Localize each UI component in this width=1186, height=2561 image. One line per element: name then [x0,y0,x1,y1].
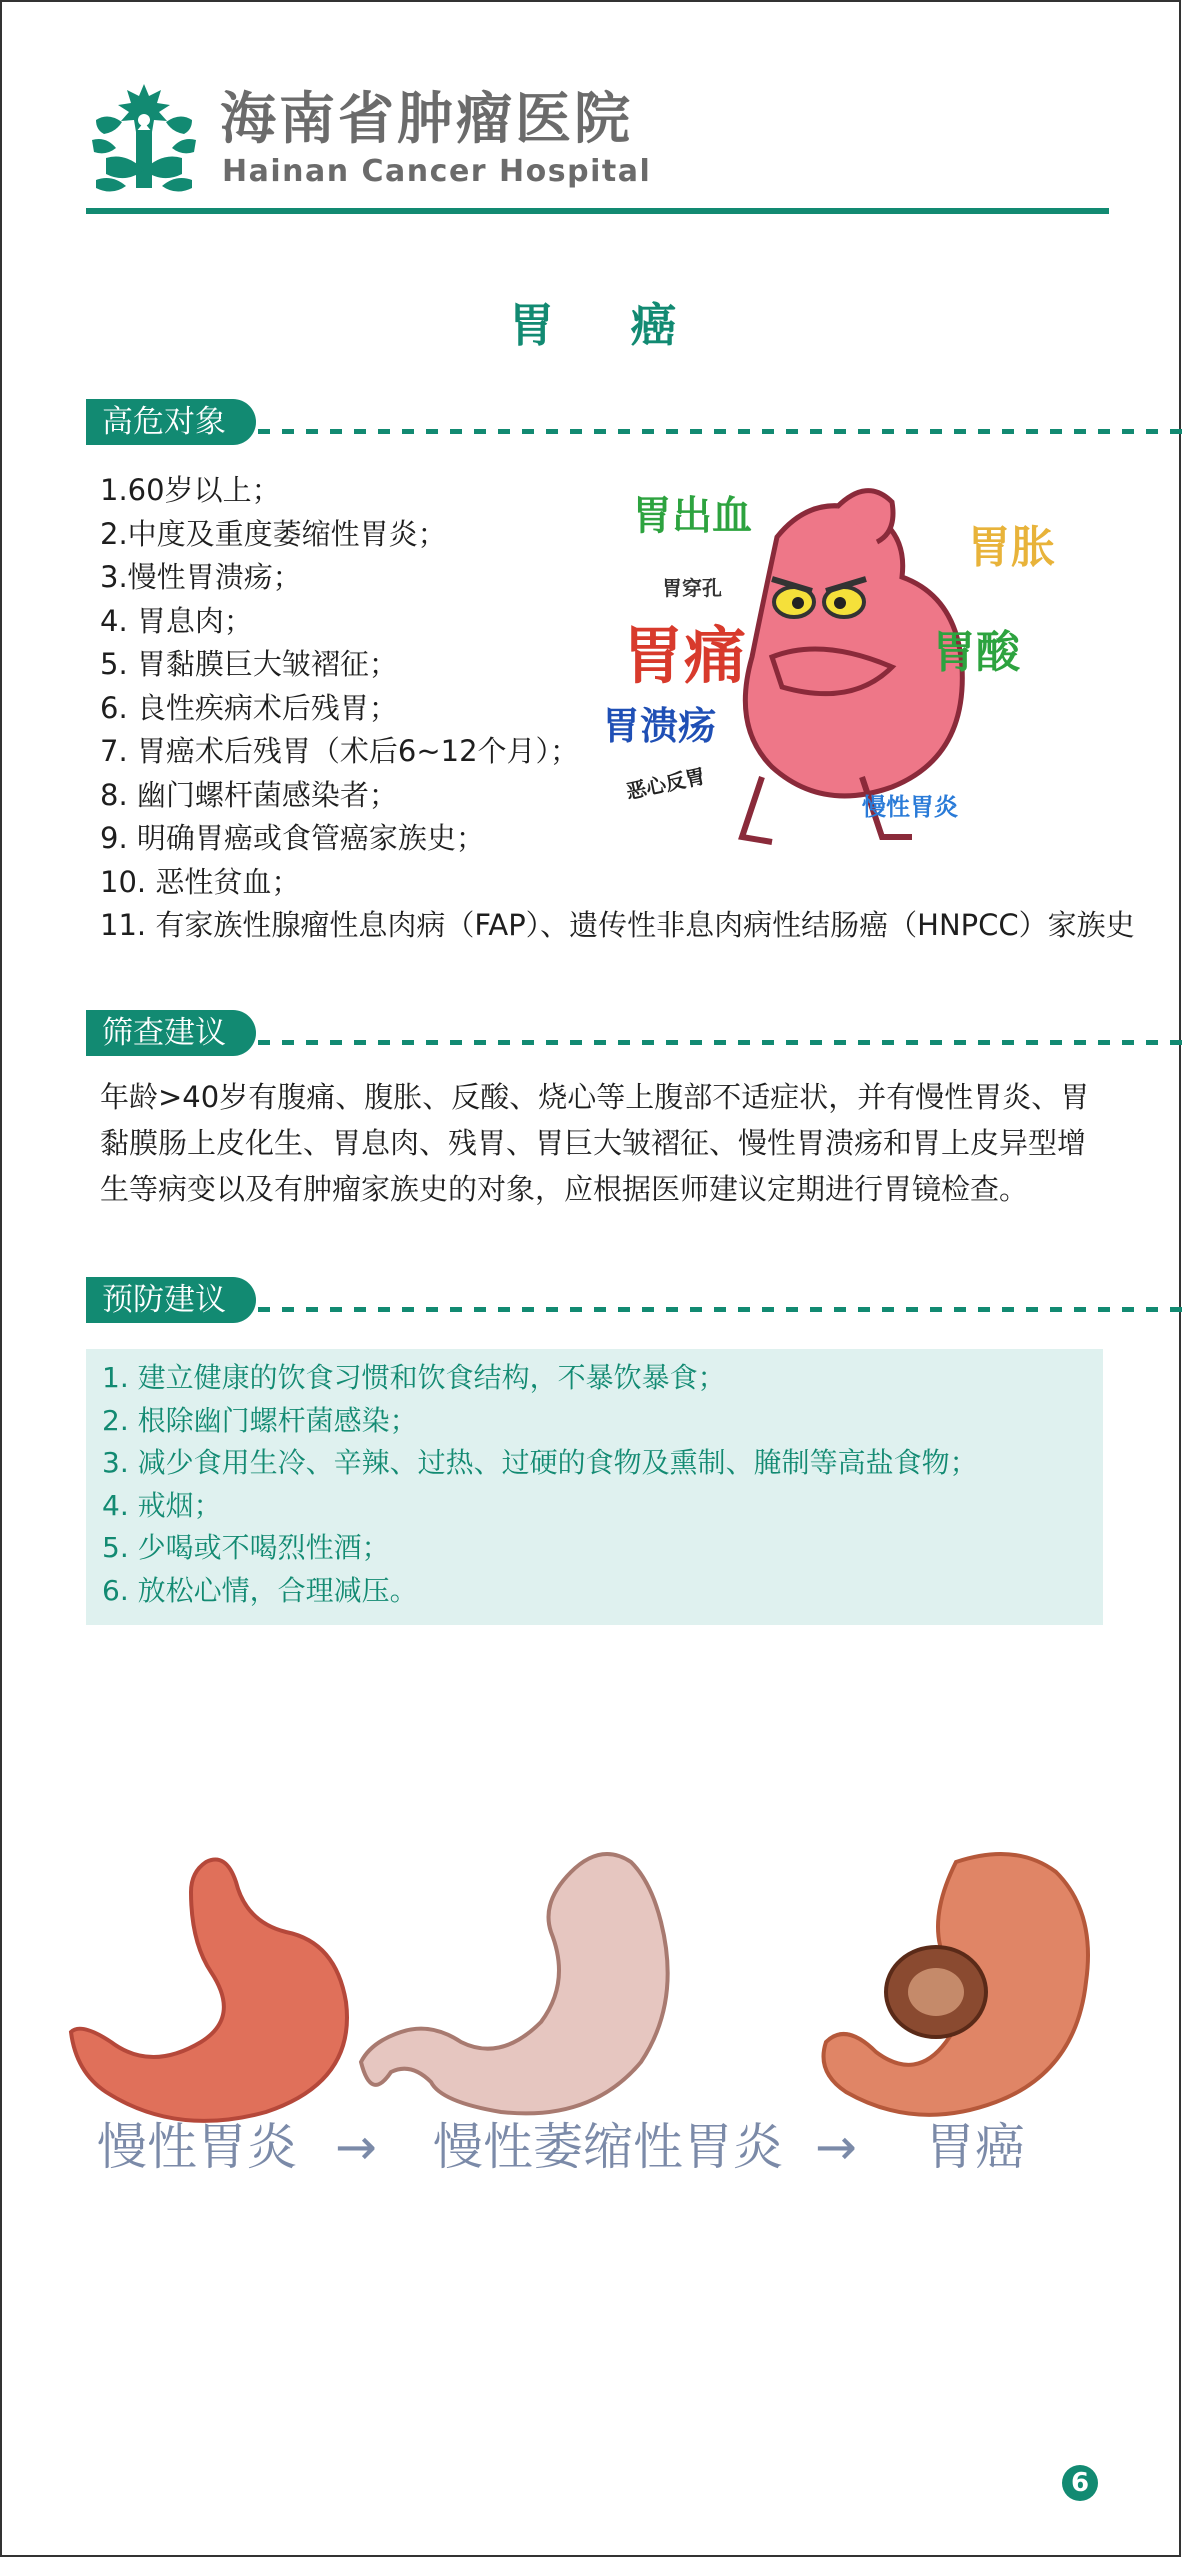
list-item: 4. 戒烟； [102,1488,222,1522]
hospital-name-en: Hainan Cancer Hospital [222,154,652,189]
stage-label: 慢性萎缩性胃炎 [433,2118,783,2176]
prevention-list [102,1357,1087,1612]
stomach-inflamed-icon [71,1860,347,2121]
cartoon-label: 胃穿孔 [662,576,722,600]
list-item: 11. 有家族性腺瘤性息肉病（FAP）、遗传性非息肉病性结肠癌（HNPCC）家族史 [100,908,1135,942]
list-item: 8. 幽门螺杆菌感染者； [100,777,398,812]
list-item: 6. 良性疾病术后残胃； [100,690,398,725]
header-divider [86,208,1109,214]
section-tag-prevention: 预防建议 [86,1277,256,1323]
list-item: 4. 胃息肉； [100,603,253,638]
list-item: 1.60岁以上； [100,473,281,507]
hospital-logo-icon [86,80,202,200]
list-item: 6. 放松心情，合理减压。 [102,1573,418,1607]
cartoon-label: 胃出血 [632,493,752,539]
cartoon-label: 慢性胃炎 [862,793,958,821]
cartoon-label: 胃痛 [622,619,747,692]
prevention-box [86,1349,1103,1625]
cartoon-label: 胃酸 [932,627,1020,678]
cartoon-label: 恶心反胃 [624,763,708,804]
list-item: 1. 建立健康的饮食习惯和饮食结构，不暴饮暴食； [102,1361,726,1394]
cartoon-label: 胃胀 [967,522,1055,573]
progression-caption [97,2117,1097,2177]
arrow-icon: → [335,2118,377,2176]
list-item: 10. 恶性贫血； [100,864,301,899]
list-item: 5. 胃黏膜巨大皱褶征； [100,647,398,681]
cartoon-label: 胃溃疡 [602,704,717,748]
stage-label: 慢性胃炎 [97,2118,297,2176]
stomach-cancer-icon [824,1854,1089,2115]
dotted-divider [258,429,1186,434]
list-item: 2. 根除幽门螺杆菌感染； [102,1403,418,1437]
list-item: 2.中度及重度萎缩性胃炎； [100,516,447,551]
list-item: 3.慢性胃溃疡； [100,560,302,594]
page-number: 6 [1062,2465,1098,2501]
list-item: 3. 减少食用生冷、辛辣、过热、过硬的食物及熏制、腌制等高盐食物； [102,1446,978,1479]
dotted-divider [258,1307,1186,1312]
list-item: 5. 少喝或不喝烈性酒； [102,1531,390,1564]
list-item: 7. 胃癌术后残胃（术后6~12个月）； [100,734,580,768]
screening-paragraph: 年龄>40岁有腹痛、腹胀、反酸、烧心等上腹部不适症状，并有慢性胃炎、胃黏膜肠上皮化生、胃息肉、残胃、胃巨大皱褶征、慢性胃溃疡和胃上皮异型增生等病变以及有肿瘤家族史的对象，应根据医师建议定期进行胃镜检查。 [100,1080,1090,1206]
section-tag-screening: 筛查建议 [86,1010,256,1056]
page-title: 胃 癌 [508,298,707,352]
stage-label: 胃癌 [925,2118,1025,2176]
angry-stomach-cartoon-icon [562,467,1055,867]
list-item: 9. 明确胃癌或食管癌家族史； [100,821,485,855]
arrow-icon: → [815,2118,857,2176]
hospital-name-cn: 海南省肿瘤医院 [220,87,633,152]
stomach-atrophic-icon [361,1854,668,2113]
section-tag-high-risk: 高危对象 [86,399,256,445]
dotted-divider [258,1040,1186,1045]
